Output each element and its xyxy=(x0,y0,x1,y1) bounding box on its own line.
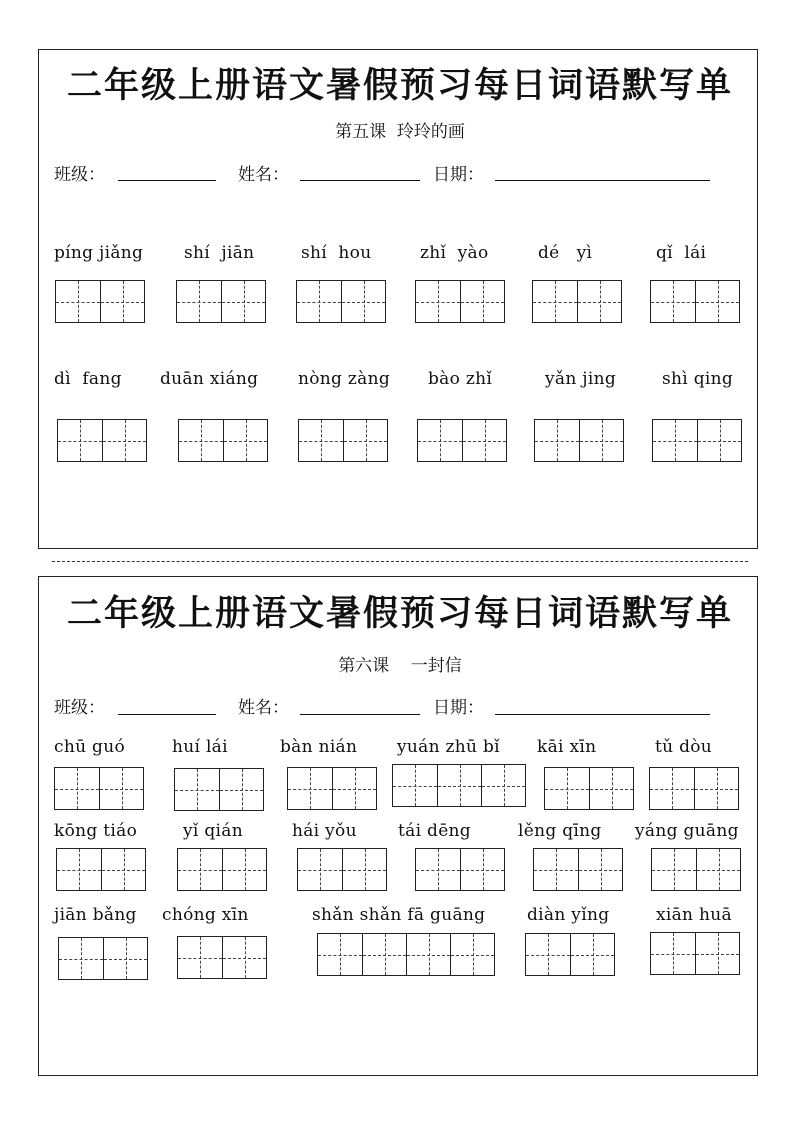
tianzige-cell[interactable] xyxy=(651,933,695,974)
tianzige-cell[interactable] xyxy=(58,420,102,461)
tianzige-cell[interactable] xyxy=(406,934,450,975)
tianzige-cell[interactable] xyxy=(651,281,695,322)
tianzige-cell[interactable] xyxy=(418,420,462,461)
pinyin-label: chóng xīn xyxy=(162,905,249,925)
tianzige-cell[interactable] xyxy=(175,769,219,810)
tianzige-cell[interactable] xyxy=(332,768,376,809)
writing-grid[interactable] xyxy=(174,768,264,811)
tianzige-cell[interactable] xyxy=(342,849,386,890)
pinyin-label: dé yì xyxy=(538,243,593,263)
tianzige-cell[interactable] xyxy=(589,768,633,809)
sheet1-lesson-title: 第五课 玲玲的画 xyxy=(335,122,465,142)
tianzige-cell[interactable] xyxy=(694,768,738,809)
tianzige-cell[interactable] xyxy=(545,768,589,809)
sheet1-class-field[interactable] xyxy=(118,180,216,181)
pinyin-label: yáng guāng xyxy=(635,821,739,841)
writing-grid[interactable] xyxy=(534,419,624,462)
tianzige-cell[interactable] xyxy=(696,849,740,890)
pinyin-label: bào zhǐ xyxy=(428,369,493,389)
writing-grid[interactable] xyxy=(178,419,268,462)
writing-grid[interactable] xyxy=(56,848,146,891)
tianzige-cell[interactable] xyxy=(57,849,101,890)
pinyin-label: duān xiáng xyxy=(160,369,259,389)
tianzige-cell[interactable] xyxy=(219,769,263,810)
tianzige-cell[interactable] xyxy=(578,849,622,890)
tianzige-cell[interactable] xyxy=(652,849,696,890)
tianzige-cell[interactable] xyxy=(178,849,222,890)
writing-grid[interactable] xyxy=(650,280,740,323)
pinyin-label: jiān bǎng xyxy=(54,905,137,925)
pinyin-label: píng jiǎng xyxy=(54,243,144,263)
writing-grid[interactable] xyxy=(417,419,507,462)
tianzige-cell[interactable] xyxy=(695,281,739,322)
pinyin-label: shì qing xyxy=(662,369,734,389)
sheet2-date-label: 日期： xyxy=(433,698,484,718)
writing-grid[interactable] xyxy=(54,767,144,810)
tianzige-cell[interactable] xyxy=(653,420,697,461)
writing-grid[interactable] xyxy=(177,848,267,891)
tianzige-cell[interactable] xyxy=(179,420,223,461)
tianzige-cell[interactable] xyxy=(222,937,266,978)
sheet2-lesson-title: 第六课 一封信 xyxy=(338,656,462,676)
tianzige-cell[interactable] xyxy=(695,933,739,974)
tianzige-cell[interactable] xyxy=(298,849,342,890)
tianzige-cell[interactable] xyxy=(178,937,222,978)
writing-grid[interactable] xyxy=(544,767,634,810)
pinyin-label: xiān huā xyxy=(656,905,732,925)
tianzige-cell[interactable] xyxy=(650,768,694,809)
tianzige-cell[interactable] xyxy=(343,420,387,461)
pinyin-label: shí hou xyxy=(301,243,372,263)
tianzige-cell[interactable] xyxy=(462,420,506,461)
tianzige-cell[interactable] xyxy=(460,281,504,322)
pinyin-label: qǐ lái xyxy=(656,243,707,263)
writing-grid[interactable] xyxy=(176,280,266,323)
pinyin-label: nòng zàng xyxy=(298,369,391,389)
pinyin-label: lěng qīng xyxy=(518,821,602,841)
sheet2-title: 二年级上册语文暑假预习每日词语默写单 xyxy=(66,594,733,634)
writing-grid[interactable] xyxy=(317,933,495,976)
writing-grid[interactable] xyxy=(652,419,742,462)
tianzige-cell[interactable] xyxy=(341,281,385,322)
tianzige-cell[interactable] xyxy=(416,281,460,322)
tianzige-cell[interactable] xyxy=(103,938,147,979)
sheet1-date-label: 日期： xyxy=(433,165,484,185)
pinyin-label: kāi xīn xyxy=(537,737,597,757)
tianzige-cell[interactable] xyxy=(450,934,494,975)
writing-grid[interactable] xyxy=(392,764,526,807)
tianzige-cell[interactable] xyxy=(437,765,481,806)
writing-grid[interactable] xyxy=(651,848,741,891)
tianzige-cell[interactable] xyxy=(177,281,221,322)
pinyin-label: diàn yǐng xyxy=(527,905,610,925)
writing-grid[interactable] xyxy=(57,419,147,462)
tianzige-cell[interactable] xyxy=(102,420,146,461)
writing-grid[interactable] xyxy=(177,936,267,979)
writing-grid[interactable] xyxy=(287,767,377,810)
pinyin-label: kōng tiáo xyxy=(54,821,138,841)
pinyin-label: yǐ qián xyxy=(183,821,243,841)
writing-grid[interactable] xyxy=(55,280,145,323)
pinyin-label: yuán zhū bǐ xyxy=(397,737,500,757)
pinyin-label: shǎn shǎn fā guāng xyxy=(312,905,486,925)
tianzige-cell[interactable] xyxy=(393,765,437,806)
writing-grid[interactable] xyxy=(297,848,387,891)
tianzige-cell[interactable] xyxy=(55,768,99,809)
pinyin-label: zhǐ yào xyxy=(420,243,489,263)
tianzige-cell[interactable] xyxy=(101,849,145,890)
tianzige-cell[interactable] xyxy=(362,934,406,975)
sheet1-class-label: 班级： xyxy=(54,165,105,185)
sheet2-class-field[interactable] xyxy=(118,714,216,715)
pinyin-label: dì fang xyxy=(54,369,122,389)
tianzige-cell[interactable] xyxy=(318,934,362,975)
sheet1-date-field[interactable] xyxy=(495,180,710,181)
sheet2-date-field[interactable] xyxy=(495,714,710,715)
sheet2-name-label: 姓名： xyxy=(238,698,289,718)
writing-grid[interactable] xyxy=(533,848,623,891)
tianzige-cell[interactable] xyxy=(99,768,143,809)
writing-grid[interactable] xyxy=(58,937,148,980)
tianzige-cell[interactable] xyxy=(221,281,265,322)
pinyin-label: huí lái xyxy=(172,737,228,757)
tianzige-cell[interactable] xyxy=(59,938,103,979)
tianzige-cell[interactable] xyxy=(570,934,614,975)
tianzige-cell[interactable] xyxy=(526,934,570,975)
sheet1-name-label: 姓名： xyxy=(238,165,289,185)
pinyin-label: hái yǒu xyxy=(292,821,357,841)
sheet2-class-label: 班级： xyxy=(54,698,105,718)
tianzige-cell[interactable] xyxy=(533,281,577,322)
tianzige-cell[interactable] xyxy=(299,420,343,461)
pinyin-label: chū guó xyxy=(54,737,125,757)
tianzige-cell[interactable] xyxy=(416,849,460,890)
tianzige-cell[interactable] xyxy=(534,849,578,890)
writing-grid[interactable] xyxy=(525,933,615,976)
pinyin-label: tǔ dòu xyxy=(655,737,713,757)
tianzige-cell[interactable] xyxy=(56,281,100,322)
writing-grid[interactable] xyxy=(650,932,740,975)
pinyin-label: shí jiān xyxy=(184,243,255,263)
tianzige-cell[interactable] xyxy=(481,765,525,806)
tianzige-cell[interactable] xyxy=(100,281,144,322)
writing-grid[interactable] xyxy=(532,280,622,323)
tianzige-cell[interactable] xyxy=(297,281,341,322)
pinyin-label: yǎn jing xyxy=(545,369,617,389)
writing-grid[interactable] xyxy=(649,767,739,810)
tianzige-cell[interactable] xyxy=(460,849,504,890)
sheet1-title: 二年级上册语文暑假预习每日词语默写单 xyxy=(66,66,733,106)
sheet2-name-field[interactable] xyxy=(300,714,420,715)
writing-grid[interactable] xyxy=(415,280,505,323)
tianzige-cell[interactable] xyxy=(577,281,621,322)
sheet1-name-field[interactable] xyxy=(300,180,420,181)
tianzige-cell[interactable] xyxy=(288,768,332,809)
tianzige-cell[interactable] xyxy=(222,849,266,890)
writing-grid[interactable] xyxy=(415,848,505,891)
pinyin-label: bàn nián xyxy=(280,737,358,757)
tianzige-cell[interactable] xyxy=(697,420,741,461)
writing-grid[interactable] xyxy=(296,280,386,323)
tianzige-cell[interactable] xyxy=(223,420,267,461)
tianzige-cell[interactable] xyxy=(579,420,623,461)
cut-line-divider xyxy=(52,561,748,562)
writing-grid[interactable] xyxy=(298,419,388,462)
tianzige-cell[interactable] xyxy=(535,420,579,461)
pinyin-label: tái dēng xyxy=(398,821,471,841)
